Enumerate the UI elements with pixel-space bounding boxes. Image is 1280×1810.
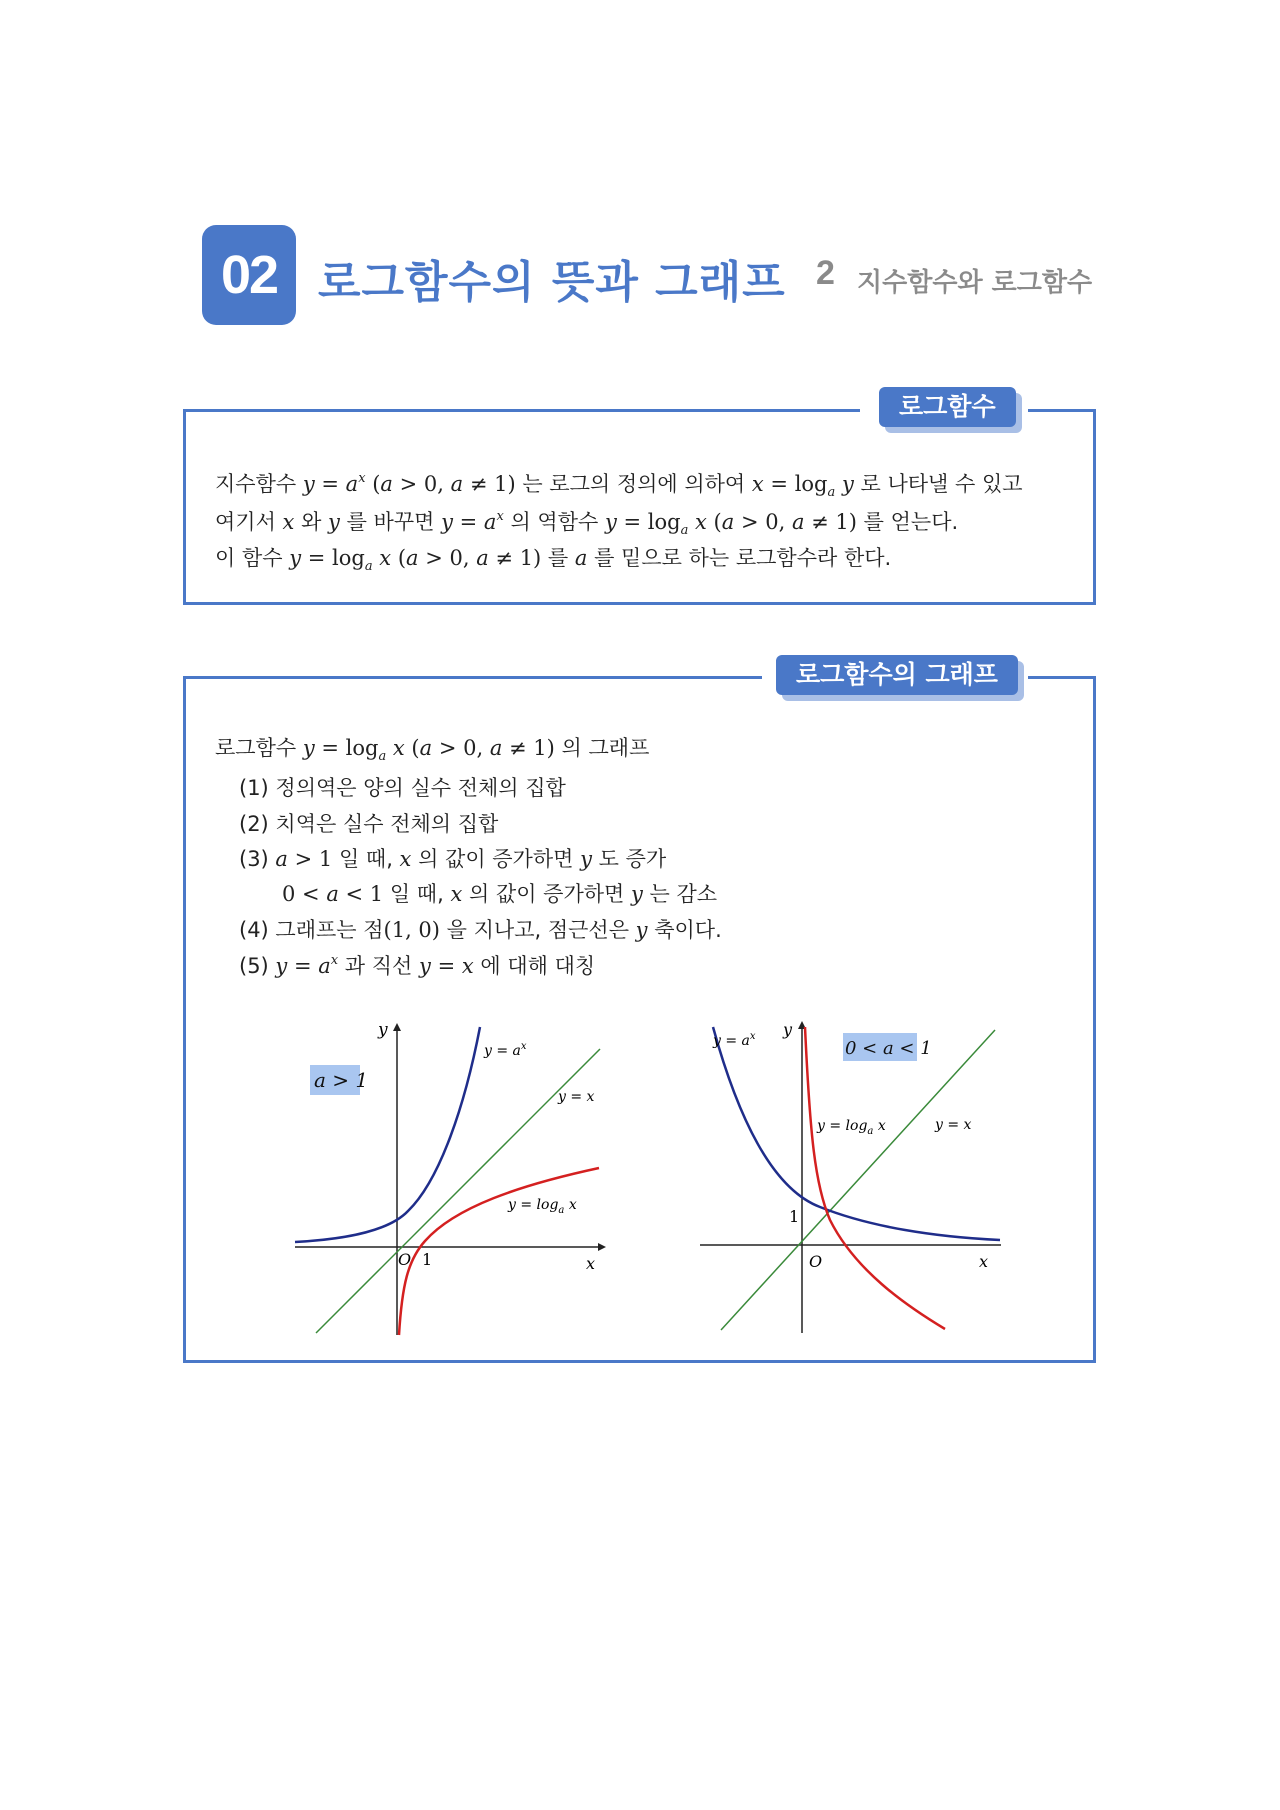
definition-tag: 로그함수	[879, 387, 1016, 427]
graph-a-greater-than-1	[290, 1015, 610, 1340]
chapter-number: 2	[816, 254, 835, 292]
log-label: $y = \log_a x$	[508, 1197, 577, 1216]
section-number-badge: 02	[202, 225, 296, 325]
y-axis-label: y	[378, 1020, 388, 1040]
one-label: 1	[422, 1250, 433, 1269]
property-5: (5) $y = a^x$ 과 직선 y = x 에 대해 대칭	[239, 953, 596, 978]
x-axis-label: x	[586, 1254, 596, 1273]
line-y-equals-x	[721, 1030, 995, 1330]
definition-line-1: 지수함수 $y = a^x$ (a > 0, a ≠ 1) 는 로그의 정의에 의하여 $x = \log_a y$ 로 나타낼 수 있고	[215, 471, 1023, 500]
condition-label: 0 < a < 1	[845, 1038, 932, 1059]
origin-label: O	[809, 1252, 823, 1271]
property-3a: (3) a > 1 일 때, x 의 값이 증가하면 y 도 증가	[239, 847, 667, 871]
formula: y	[302, 472, 315, 496]
graph-intro: 로그함수 $y = \log_a x$ (a > 0, a ≠ 1) 의 그래프	[215, 736, 650, 764]
property-1: (1) 정의역은 양의 실수 전체의 집합	[239, 776, 566, 800]
chapter-title: 지수함수와 로그함수	[857, 268, 1093, 298]
one-label: 1	[789, 1207, 800, 1226]
definition-line-2: 여기서 x 와 y 를 바꾸면 $y = a^x$ 의 역함수 $y = \log_a x$ (a > 0, a ≠ 1) 를 얻는다.	[215, 509, 959, 538]
graph-a-between-0-and-1	[695, 1015, 1015, 1340]
property-2: (2) 치역은 실수 전체의 집합	[239, 812, 499, 836]
page-title: 로그함수의 뜻과 그래프	[318, 257, 786, 308]
property-3b: 0 < a < 1 일 때, x 의 값이 증가하면 y 는 감소	[282, 882, 718, 906]
origin-label: O	[398, 1250, 412, 1269]
exp-label: $y = a^x$	[484, 1041, 527, 1059]
x-axis-arrow	[598, 1243, 606, 1251]
x-axis-label: x	[979, 1252, 989, 1271]
definition-line-3: 이 함수 $y = \log_a x$ (a > 0, a ≠ 1) 를 a 를 밑으로 하는 로그함수라 한다.	[215, 546, 892, 574]
line-label: y = x	[935, 1117, 972, 1133]
exp-curve	[295, 1027, 480, 1242]
property-4: (4) 그래프는 점(1, 0) 을 지나고, 점근선은 y 축이다.	[239, 918, 722, 942]
y-axis-label: y	[783, 1020, 793, 1039]
y-axis-arrow	[393, 1023, 401, 1031]
graph-tag: 로그함수의 그래프	[776, 655, 1018, 695]
log-label: $y = \log_a x$	[817, 1118, 886, 1137]
log-curve	[805, 1027, 945, 1329]
condition-label: a > 1	[314, 1068, 369, 1092]
line-label: y = x	[558, 1089, 595, 1105]
exp-label: $y = a^x$	[713, 1031, 756, 1049]
